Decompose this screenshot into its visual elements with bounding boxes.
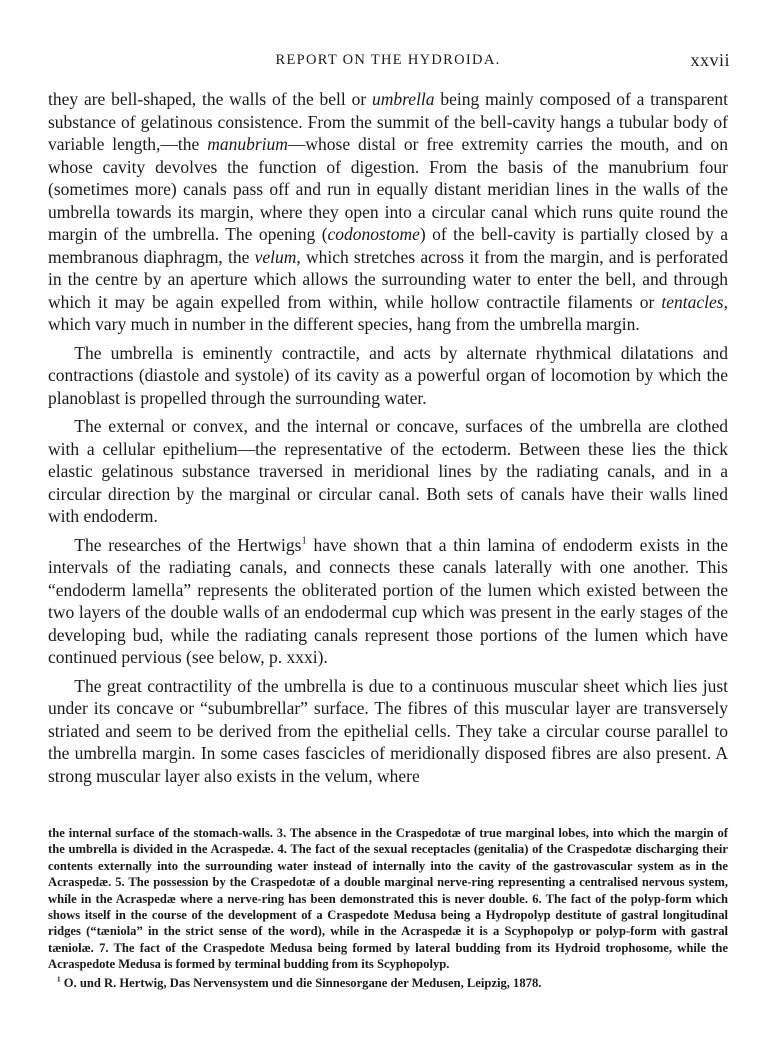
paragraph-3: The external or convex, and the internal or concave, surfaces of the umbrella are clothed with a cellular epithelium—the representative of the ectoderm. Between these lies the thick elastic gelatinous substance traversed in meridional lines by the radiating canals, and in a circular direction by the marginal or circular canal. Both sets of canals have their walls lined with endoderm. <box>48 416 728 526</box>
text-run: —whose distal or free extremity carries the mouth, and on whose cavity devolves the function of digestion. From the basis of the manubrium four (sometimes more) canals pass off and run in equally distant meridian lines in the walls of the umbrella towards its margin, where they open into a circular canal which runs quite round the margin of the umbrella. The opening ( <box>48 134 728 244</box>
text-run: being mainly composed of a transparent substance of gelatinous consistence. From the summit of the bell-cavity hangs a tubular body of variable length,—the <box>48 89 728 154</box>
footnotes <box>48 825 728 991</box>
footnote-marker: 1 <box>56 974 61 984</box>
footnote-ref-1[interactable]: 1 <box>301 535 307 547</box>
running-header <box>46 50 730 72</box>
term-umbrella: umbrella <box>372 89 435 109</box>
running-title: REPORT ON THE HYDROIDA. <box>275 52 501 68</box>
text-run: they are bell-shaped, the walls of the bell or <box>48 89 372 109</box>
text-run: , which stretches across it from the margin, and is perforated in the centre by an aperture which allows the surrounding water to enter the bell, and through which it may be again expelled from within, while hollow contractile filaments or <box>48 246 728 312</box>
text-run: The researches of the Hertwigs <box>74 534 302 555</box>
text-run: , which vary much in number in the different species, hang from the umbrella margin. <box>48 291 728 334</box>
body-text <box>48 88 728 793</box>
page-number: xxvii <box>690 50 730 70</box>
paragraph-4 <box>48 534 728 669</box>
footnote-continued: the internal surface of the stomach-walls. 3. The absence in the Craspedotæ of true marginal lobes, into which the margin of the umbrella is divided in the Acraspedæ. 4. The fact of the sexual receptacles (genitalia) of the Craspedotæ discharging their contents externally into the surrounding water instead of internally into the cavity of the gastrovascular system as in the Acraspedæ. 5. The possession by the Craspedotæ of a double marginal nerve-ring representing a centralised nervous system, while in the Acraspedæ where a nerve-ring has been demonstrated this is never double. 6. The fact of the polyp-form which shows itself in the course of the development of a Craspedote Medusa being a Hydropolyp destitute of gastral longitudinal ridges (“tæniola” in the strict sense of the word), while in the Acraspedæ it is a Scyphopolyp or polyp-form with gastral tæniolæ. 7. The fact of the Craspedote Medusa being formed by lateral budding from its Hydroid trophosome, while the Acraspedote Medusa is formed by terminal budding from its Scyphopolyp. <box>48 826 728 972</box>
paragraph-5: The great contractility of the umbrella is due to a continuous muscular sheet which lies just under its concave or “subumbrellar” surface. The fibres of this muscular layer are transversely striated and seem to be derived from the epithelial cells. They take a circular course parallel to the umbrella margin. In some cases fascicles of meridionally disposed fibres are also present. A strong muscular layer also exists in the velum, where <box>48 675 728 786</box>
term-velum: velum <box>254 246 297 267</box>
footnote-1-text: O. und R. Hertwig, Das Nervensystem und die Sinnesorgane der Medusen, Leipzig, 1878. <box>60 975 542 990</box>
footnote-1 <box>48 975 728 991</box>
term-manubrium: manubrium <box>207 134 288 154</box>
term-codonostome: codonostome <box>327 224 420 244</box>
term-tentacles: tentacles <box>661 291 724 312</box>
text-run: have shown that a thin lamina of endoderm exists in the intervals of the radiating canals, and connects these canals laterally with one another. This “endoderm lamella” represents the obliterated portion of the lumen which existed between the two layers of the double walls of an endodermal cup which was present in the early stages of the developing bud, while the radiating canals represent those portions of the lumen which have continued pervious (see below, p. xxxi). <box>48 534 728 667</box>
text-run: ) of the bell-cavity is partially closed by a membranous diaphragm, the <box>48 224 728 267</box>
paragraph-1 <box>48 88 728 336</box>
paragraph-2: The umbrella is eminently contractile, and acts by alternate rhythmical dilatations and contractions (diastole and systole) of its cavity as a powerful organ of locomotion by which the planoblast is propelled through the surrounding water. <box>48 342 728 408</box>
